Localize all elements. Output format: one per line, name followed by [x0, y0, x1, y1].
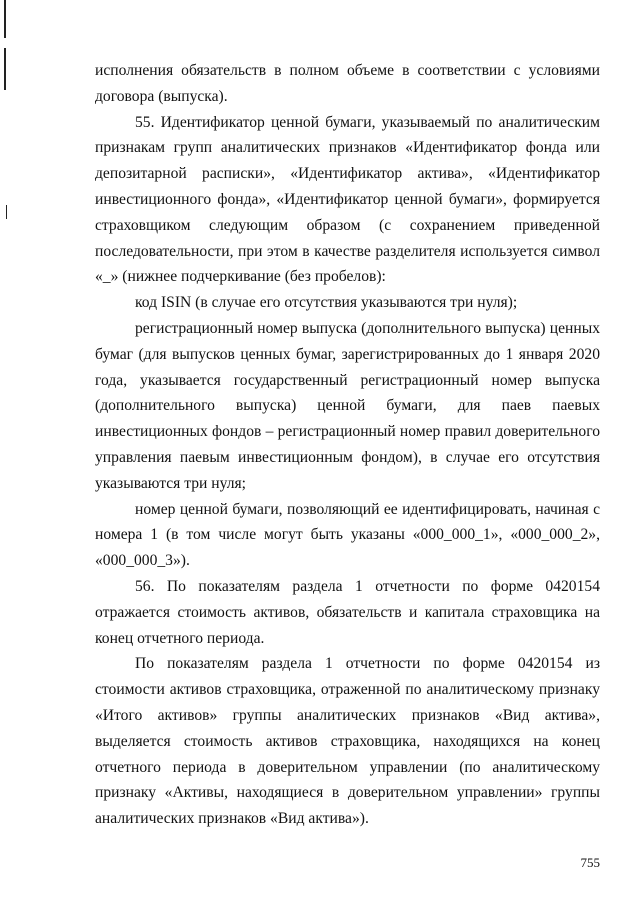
- paragraph-56: 56. По показателям раздела 1 отчетности по форме 0420154 отражается стоимость активов, обязательств и капитала страховщика на конец отчетного периода.: [95, 577, 600, 647]
- paragraph-security-number: номер ценной бумаги, позволяющий ее идентифицировать, начиная с номера 1 (в том числе могут быть указаны «000_000_1», «000_000_2», «000_000_3»).: [95, 500, 600, 570]
- scan-edge-mark: [4, 48, 6, 90]
- paragraph-isin: код ISIN (в случае его отсутствия указываются три нуля);: [135, 294, 518, 312]
- paragraph-assets-trust: По показателям раздела 1 отчетности по форме 0420154 из стоимости активов страховщика, отраженной по аналитическому признаку «Итого активов» группы аналитических признаков «Вид актива», выделяется стоимость активов страховщика, находящихся на конец отчетного периода в доверительном управлении (по аналитическому признаку «Активы, находящиеся в доверительном управлении» группы аналитических признаков «Вид актива»).: [95, 655, 600, 828]
- scan-edge-mark: [6, 205, 7, 219]
- paragraph-registration-number: регистрационный номер выпуска (дополнительного выпуска) ценных бумаг (для выпусков ценных бумаг, зарегистрированных до 1 января 2020 года, указывается государственный регистрационный номер выпуска (дополнительного выпуска) ценной бумаги, для паев паевых инвестиционных фондов – регистрационный номер правил доверительного управления паевым инвестиционным фондом), в случае его отсутствия указываются три нуля;: [95, 319, 600, 492]
- page-number: 755: [580, 855, 600, 870]
- scan-edge-mark: [4, 0, 6, 38]
- document-body: [95, 58, 600, 832]
- paragraph-continuation: исполнения обязательств в полном объеме в соответствии с условиями договора (выпуска).: [95, 62, 600, 105]
- paragraph-55: 55. Идентификатор ценной бумаги, указываемый по аналитическим признакам групп аналитических признаков «Идентификатор фонда или депозитарной расписки», «Идентификатор актива», «Идентификатор инвестиционного фонда», «Идентификатор ценной бумаги», формируется страховщиком следующим образом (с сохранением приведенной последовательности, при этом в качестве разделителя используется символ «_» (нижнее подчеркивание (без пробелов):: [95, 113, 600, 286]
